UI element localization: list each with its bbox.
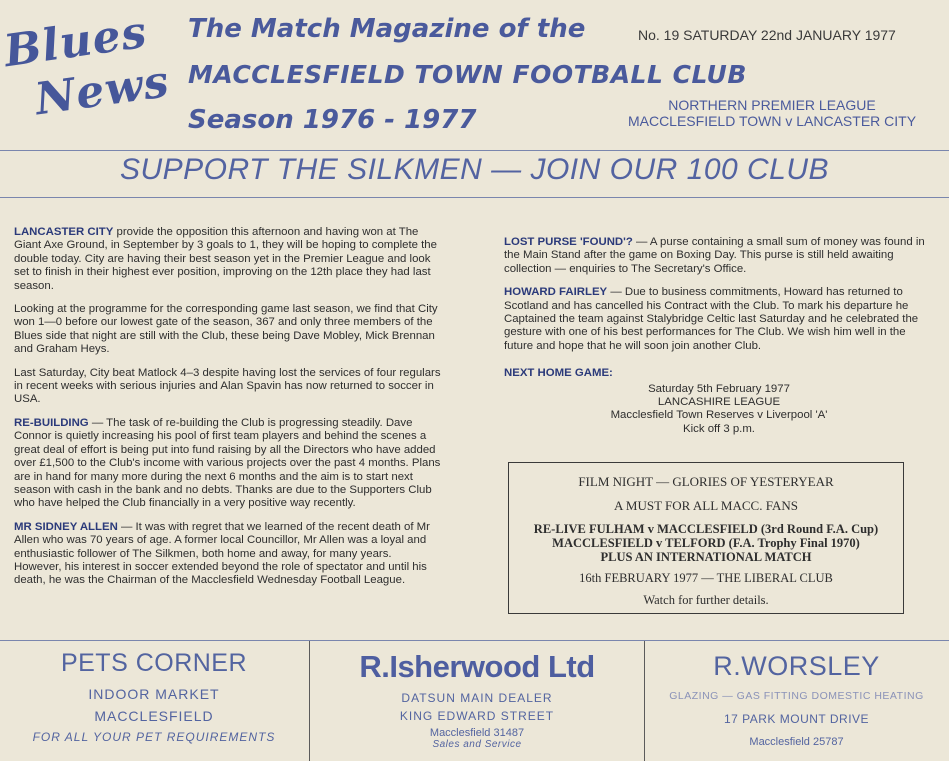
league-name: NORTHERN PREMIER LEAGUE [668,97,876,113]
relive-line-3: PLUS AN INTERNATIONAL MATCH [600,550,812,564]
masthead-divider [0,150,949,151]
article-re-building [14,417,442,511]
ad-phone: Macclesfield 25787 [749,736,844,748]
headline-line-2: MACCLESFIELD TOWN FOOTBALL CLUB [188,60,747,89]
next-game-match: Macclesfield Town Reserves v Liverpool 'A' [610,409,828,422]
article-heading: HOWARD FAIRLEY [504,286,608,299]
film-footer: Watch for further details. [643,593,769,607]
article-text: — The task of re-building the Club is progressing steadily. Dave Connor is quietly increasing his pool of first team players and behind the scenes a great deal of effort is being put into fund raising by all the Directors who have added over £1,500 to the Club's income with various projects over the past 4 months. Plans are in hand for many more during the next 6 months and the aim is to start next season with cash in the bank and no debts. Thanks are due to the Supporters Club who have helped the Club financially in a very positive way recently. [14,416,441,510]
ad-address: 17 PARK MOUNT DRIVE [723,712,870,726]
logo-line-2: News [31,56,173,126]
logo-line-1: Blues [0,6,151,78]
fixture-name: MACCLESFIELD TOWN v LANCASTER CITY [627,113,917,129]
league-info [607,97,937,129]
ad-tagline: FOR ALL YOUR PET REQUIREMENTS [32,730,276,744]
banner-slogan: SUPPORT THE SILKMEN — JOIN OUR 100 CLUB [119,153,830,186]
ad-name: PETS CORNER [60,649,248,677]
article-text: provide the opposition this afternoon and having won at The Giant Axe Ground, in September by 3 goals to 1, they will be hoping to complete the double today. City are having their best season yet in the Premier League and look set to finish in their highest ever position, improving on the 12th place they had last season. [14,226,437,292]
relive-line-1: FULHAM v MACCLESFIELD (3rd Round F.A. Cup) [589,522,879,536]
article-last-saturday: Last Saturday, City beat Matlock 4–3 despite having lost the services of four regulars in recent weeks with serious injuries and Alan Spavin has now returned to soccer in USA. [14,366,441,406]
film-date-venue: 16th FEBRUARY 1977 — THE LIBERAL CLUB [579,571,833,585]
article-last-season: Looking at the programme for the corresponding game last season, we find that City won 1—0 before our lowest gate of the season, 367 and only three members of the Blues side that night are still with the Club, these being Dave Mobley, Mick Brennan and Graham Heys. [14,303,438,356]
article-sidney-allen [14,521,442,588]
article-lancaster-city [14,226,442,293]
article-heading: LANCASTER CITY [14,226,114,238]
ad-tagline: Sales and Service [432,739,522,750]
next-home-game-details [504,383,934,437]
article-howard-fairley [504,286,932,353]
relive-prefix: RE-LIVE [533,522,590,536]
ad-name: R.Isherwood Ltd [359,649,595,684]
ad-name: R.WORSLEY [713,651,880,681]
film-title: FILM NIGHT — GLORIES OF YESTERYEAR [578,474,834,489]
blues-news-logo [0,0,173,152]
ad-worsley [644,641,949,761]
film-subtitle: A MUST FOR ALL MACC. FANS [614,498,798,513]
article-lost-purse [504,236,932,276]
headline-line-1: The Match Magazine of the [188,14,586,44]
article-heading: LOST PURSE 'FOUND'? [504,236,633,248]
banner-divider [0,197,949,198]
next-game-kickoff: Kick off 3 p.m. [683,422,755,435]
ad-pets-corner [0,641,308,761]
article-text: — A purse containing a small sum of money was found in the Main Stand after the game on Boxing Day. This purse is still held awaiting collection — enquiries to The Secretary's Office. [504,236,925,275]
relive-line-2: MACCLESFIELD v TELFORD (F.A. Trophy Final 1970) [552,536,860,550]
film-night-box [508,462,904,614]
ad-line: INDOOR MARKET [88,686,220,702]
article-text: — Due to business commitments, Howard has returned to Scotland and has cancelled his Contract with the Club. To mark his departure he Captained the team against Stalybridge Celtic last Saturday and he celebrated the gesture with one of his best performances for The Club. We wish him well in the future and hope that he will soon join another Club. [504,286,919,352]
left-column [14,226,442,598]
ad-line: DATSUN MAIN DEALER [401,691,553,705]
article-heading: RE-BUILDING [14,416,89,429]
right-column [504,236,932,436]
issue-info: No. 19 SATURDAY 22nd JANUARY 1977 [638,27,896,43]
next-game-league: LANCASHIRE LEAGUE [657,396,781,409]
next-home-game-heading: NEXT HOME GAME: [504,367,613,380]
ad-services: GLAZING — GAS FITTING DOMESTIC HEATING [669,690,924,702]
ad-phone: Macclesfield 31487 [429,727,525,739]
article-text: — It was with regret that we learned of the recent death of Mr Allen who was 70 years of age. A former local Councillor, Mr Allen was a loyal and enthusiastic follower of The Silkmen, both home and away, for many years. However, his interest in soccer extended beyond the role of spectator and until his death, he was the Chairman of the Macclesfield Wednesday Football League. [14,520,430,587]
ad-line: KING EDWARD STREET [399,709,555,723]
ad-isherwood [309,641,645,761]
article-heading: MR SIDNEY ALLEN [14,520,118,533]
film-relive [509,522,903,564]
ad-line: MACCLESFIELD [94,708,214,724]
next-game-date: Saturday 5th February 1977 [648,382,790,395]
headline-line-3: Season 1976 - 1977 [188,105,477,135]
